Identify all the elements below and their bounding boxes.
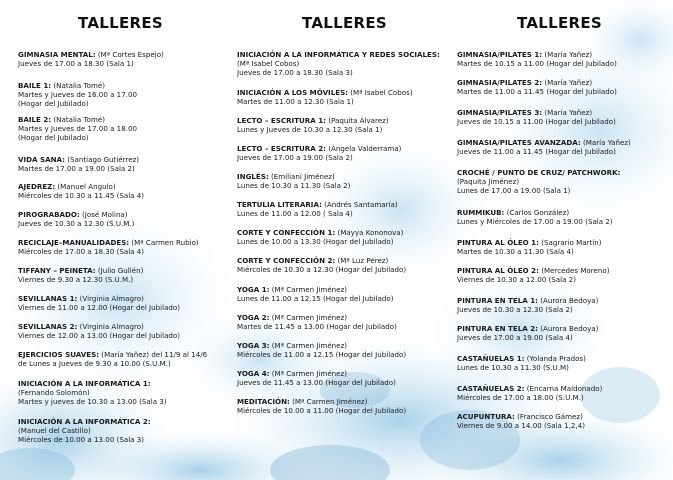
workshop-heading	[237, 397, 406, 406]
workshop-heading	[457, 324, 598, 333]
workshop-teacher: (Ángela Valderrama)	[325, 144, 402, 153]
workshop-schedule: Viernes de 11.00 a 12.00 (Hogar del Jubilado)	[18, 303, 181, 313]
workshop-entry	[457, 108, 616, 126]
workshop-name: TERTULIA LITERARIA:	[237, 200, 322, 209]
workshop-schedule: Jueves de 17.00 a 19.00 (Sala 4)	[457, 333, 573, 343]
workshop-entry	[457, 324, 598, 342]
workshop-teacher: (Natalia Tomé)	[51, 115, 106, 124]
workshop-heading	[18, 155, 139, 164]
workshop-schedule: Miércoles de 10.00 a 13.00 (Sala 3)	[18, 435, 145, 445]
workshop-teacher: (Mª Luz Pérez)	[335, 256, 389, 265]
column-1	[18, 0, 223, 480]
workshop-teacher: (Mª Carmen Jiménez)	[269, 313, 348, 322]
workshop-schedule: Jueves de 17.00 a 18.30 (Sala 3)	[237, 68, 353, 78]
workshop-teacher: (Emiliani Jiménez)	[268, 172, 335, 181]
workshop-name: GIMNASIA/PILATES 2:	[457, 78, 543, 87]
workshop-teacher: (María Yañez) del 11/9 al 14/6	[99, 350, 208, 359]
workshop-entry	[18, 294, 180, 312]
workshop-name: INICIACIÓN A LOS MÓVILES:	[237, 88, 349, 97]
workshop-teacher: (Virginia Almagro)	[77, 322, 144, 331]
workshop-teacher: (Mª Carmen Jiménez)	[269, 341, 348, 350]
workshop-teacher: (Mª Isabel Cobos)	[348, 88, 413, 97]
workshop-entry	[237, 256, 406, 274]
workshop-entry	[237, 88, 413, 106]
workshop-schedule: Lunes de 10.30 a 11.30 (S.U.M)	[457, 363, 569, 373]
workshop-heading	[237, 116, 389, 125]
workshop-name: GIMNASIA/PILATES 3:	[457, 108, 543, 117]
workshop-schedule: Miércoles de 10.00 a 11.00 (Hogar del Jubilado)	[237, 406, 407, 416]
workshop-heading	[18, 322, 180, 331]
workshop-teacher: (Santiago Gutiérrez)	[64, 155, 140, 164]
workshop-entry	[237, 50, 440, 77]
workshop-name: LECTO – ESCRITURA 1:	[237, 116, 326, 125]
workshop-entry	[237, 200, 398, 218]
workshop-schedule: Lunes de 17.00 a 19.00 (Sala 1)	[457, 186, 571, 196]
workshop-teacher: (Paquita Álvarez)	[325, 116, 389, 125]
workshop-heading	[457, 384, 602, 393]
workshop-name: CORTE Y CONFECCIÓN 1:	[237, 228, 336, 237]
workshop-entry	[457, 266, 610, 284]
workshop-entry	[18, 350, 207, 368]
workshop-teacher: (María Yañez)	[580, 138, 631, 147]
column-title: TALLERES	[77, 14, 164, 32]
workshop-schedule: Lunes y Jueves de 10.30 a 12.30 (Sala 1)	[237, 125, 383, 135]
workshop-entry	[457, 208, 613, 226]
workshop-heading	[457, 238, 601, 247]
workshop-heading	[237, 50, 440, 59]
workshop-teacher: (Andrés Santamaría)	[321, 200, 398, 209]
workshop-name: CROCHÉ / PUNTO DE CRUZ/ PATCHWORK:	[457, 168, 621, 177]
workshop-entry	[237, 116, 389, 134]
workshop-teacher: (Mercedes Moreno)	[538, 266, 610, 275]
workshop-heading	[457, 354, 586, 363]
workshop-name: GIMNASIA MENTAL:	[18, 50, 96, 59]
workshop-schedule: Jueves de 10.15 a 11.00 (Hogar del Jubilado)	[457, 117, 616, 127]
workshop-heading	[457, 412, 585, 421]
workshop-heading	[237, 144, 401, 153]
workshop-entry	[237, 369, 396, 387]
workshop-name: CASTAÑUELAS 2:	[457, 384, 525, 393]
workshop-heading	[237, 369, 396, 378]
workshop-schedule: Miércoles de 10.30 a 12.30 (Hogar del Jubilado)	[237, 265, 407, 275]
workshop-heading	[237, 256, 406, 265]
workshop-heading	[237, 200, 398, 209]
workshop-entry	[237, 397, 406, 415]
workshop-name: INICIACIÓN A LA INFORMÁTICA 1:	[18, 379, 151, 388]
workshop-schedule: (Fernando Solomón)	[18, 388, 90, 398]
workshop-schedule: Martes de 17.00 a 19.00 (Sala 2)	[18, 164, 135, 174]
workshop-entry	[18, 379, 167, 406]
workshop-teacher: (Mª Carmen Jiménez)	[269, 285, 348, 294]
workshop-schedule: (Paquita Jiménez)	[457, 177, 520, 187]
workshop-heading	[18, 379, 167, 388]
workshop-name: BAILE 2:	[18, 115, 52, 124]
workshop-schedule: Martes y Jueves de 16.00 a 17.00	[18, 90, 137, 100]
workshop-heading	[237, 228, 403, 237]
workshop-entry	[457, 296, 598, 314]
workshop-name: YOGA 3:	[237, 341, 270, 350]
workshop-name: PIROGRABADO:	[18, 210, 80, 219]
workshop-entry	[457, 384, 602, 402]
workshop-teacher: (Mayya Kononova)	[335, 228, 404, 237]
workshop-teacher: (Mª Carmen Jiménez)	[269, 369, 348, 378]
workshop-teacher: (Aurora Bedoya)	[538, 324, 599, 333]
workshop-name: EJERCICIOS SUAVES:	[18, 350, 100, 359]
workshop-entry	[457, 412, 585, 430]
workshop-teacher: (Mª Cortes Espejo)	[95, 50, 164, 59]
workshop-entry	[18, 155, 139, 173]
workshop-name: BAILE 1:	[18, 81, 52, 90]
workshop-entry	[237, 313, 397, 331]
workshop-name: PINTURA EN TELA 1:	[457, 296, 538, 305]
workshop-name: SEVILLANAS 1:	[18, 294, 78, 303]
workshop-teacher: (Mª Carmen Jiménez)	[289, 397, 368, 406]
workshop-teacher: (María Yañez)	[542, 108, 593, 117]
workshop-name: TIFFANY – PEINETA:	[18, 266, 96, 275]
workshop-heading	[18, 266, 143, 275]
workshop-heading	[18, 50, 164, 59]
workshop-entry	[237, 285, 394, 303]
workshop-teacher: (Natalia Tomé)	[51, 81, 106, 90]
column-2	[237, 0, 452, 480]
workshop-schedule: Martes de 10.15 a 11.00 (Hogar del Jubilado)	[457, 59, 617, 69]
workshop-name: PINTURA AL ÓLEO 1:	[457, 238, 539, 247]
workshop-heading	[237, 313, 397, 322]
workshop-name: ACUPUNTURA:	[457, 412, 515, 421]
workshop-name: VIDA SANA:	[18, 155, 65, 164]
workshop-schedule: Viernes de 12.00 a 13.00 (Hogar del Jubilado)	[18, 331, 181, 341]
workshop-entry	[457, 78, 617, 96]
workshop-name: MEDITACIÓN:	[237, 397, 290, 406]
workshop-teacher: (María Yañez)	[542, 78, 593, 87]
workshop-heading	[18, 182, 144, 191]
workshop-heading	[18, 81, 137, 90]
workshop-entry	[18, 81, 137, 108]
workshop-schedule: Jueves de 17.00 a 18.30 (Sala 1)	[18, 59, 134, 69]
workshop-name: RECICLAJE–MANUALIDADES:	[18, 238, 130, 247]
workshop-schedule: Miércoles de 17.00 a 18.30 (Sala 4)	[18, 247, 145, 257]
workshop-entry	[18, 266, 143, 284]
workshop-name: PINTURA EN TELA 2:	[457, 324, 538, 333]
workshop-entry	[237, 341, 406, 359]
workshop-name: AJEDREZ:	[18, 182, 56, 191]
workshop-heading	[237, 341, 406, 350]
workshop-name: YOGA 4:	[237, 369, 270, 378]
workshop-entry	[18, 115, 137, 142]
column-title: TALLERES	[301, 14, 388, 32]
workshop-schedule: Jueves de 11.00 a 11.45 (Hogar del Jubilado)	[457, 147, 616, 157]
workshop-schedule: Jueves de 10.30 a 12.30 (S.U.M.)	[18, 219, 135, 229]
workshop-teacher: (Aurora Bedoya)	[538, 296, 599, 305]
workshop-heading	[237, 88, 413, 97]
workshop-schedule: Lunes de 11.00 a 12.00 ( Sala 4)	[237, 209, 353, 219]
workshop-schedule: Miércoles de 11.00 a 12.15 (Hogar del Jubilado)	[237, 350, 407, 360]
workshop-name: INGLÉS:	[237, 172, 269, 181]
workshop-schedule: Jueves de 17.00 a 19.00 (Sala 2)	[237, 153, 353, 163]
workshop-entry	[457, 138, 631, 156]
workshop-teacher: (Mª Carmen Rubio)	[129, 238, 199, 247]
workshop-heading	[18, 210, 134, 219]
workshop-schedule: Jueves de 10.30 a 12.30 (Sala 2)	[457, 305, 573, 315]
workshop-schedule: Martes y Jueves de 17.00 a 18.00	[18, 124, 137, 134]
workshop-heading	[18, 238, 199, 247]
workshop-name: INICIACIÓN A LA INFORMÁTICA 2:	[18, 417, 151, 426]
workshop-heading	[18, 294, 180, 303]
workshop-entry	[18, 182, 144, 200]
workshop-teacher: (Encarna Maldonado)	[524, 384, 603, 393]
workshop-schedule: Lunes de 10.30 a 11.30 (Sala 2)	[237, 181, 351, 191]
workshop-schedule: Miércoles de 17.00 a 18.00 (S.U.M.)	[457, 393, 584, 403]
workshop-name: GIMNASIA/PILATES AVANZADA:	[457, 138, 581, 147]
workshop-name: LECTO – ESCRITURA 2:	[237, 144, 326, 153]
workshop-entry	[18, 210, 134, 228]
workshop-heading	[457, 208, 613, 217]
workshop-schedule: Martes de 11.00 a 12.30 (Sala 1)	[237, 97, 354, 107]
workshop-entry	[18, 238, 199, 256]
workshop-schedule: (Manuel del Castillo)	[18, 426, 91, 436]
column-title: TALLERES	[516, 14, 603, 32]
workshop-entry	[457, 50, 617, 68]
workshop-schedule: Martes de 11.45 a 13.00 (Hogar del Jubilado)	[237, 322, 397, 332]
workshop-schedule: Martes y jueves de 10.30 a 13.00 (Sala 3)	[18, 397, 167, 407]
workshop-heading	[457, 296, 598, 305]
workshop-heading	[237, 285, 394, 294]
workshop-name: PINTURA AL ÓLEO 2:	[457, 266, 539, 275]
workshop-heading	[457, 108, 616, 117]
workshop-teacher: (Francisco Gámez)	[514, 412, 583, 421]
workshop-heading	[457, 50, 617, 59]
workshop-schedule: Viernes de 9.30 a 12.30 (S.U.M.)	[18, 275, 134, 285]
workshop-teacher: (Julio Gullén)	[95, 266, 144, 275]
workshop-heading	[457, 78, 617, 87]
workshop-teacher: (Virginia Almagro)	[77, 294, 144, 303]
workshop-entry	[237, 144, 401, 162]
workshop-entry	[457, 354, 586, 372]
workshop-schedule: (Hogar del Jubilado)	[18, 133, 89, 143]
workshop-teacher: (José Molina)	[79, 210, 128, 219]
workshop-schedule: Jueves de 11.45 a 13.00 (Hogar del Jubilado)	[237, 378, 396, 388]
workshop-entry	[457, 168, 620, 195]
workshop-schedule: (Hogar del Jubilado)	[18, 99, 89, 109]
workshop-heading	[457, 168, 620, 177]
workshop-schedule: Lunes y Miércoles de 17.00 a 19.00 (Sala 2)	[457, 217, 613, 227]
workshop-name: RUMMIKUB:	[457, 208, 505, 217]
workshop-schedule: Martes de 11.00 a 11.45 (Hogar del Jubilado)	[457, 87, 617, 97]
workshop-teacher: (Yolanda Prados)	[524, 354, 586, 363]
workshop-schedule: Viernes de 9.00 a 14.00 (Sala 1,2,4)	[457, 421, 585, 431]
workshop-heading	[457, 266, 610, 275]
workshop-heading	[18, 115, 137, 124]
workshop-entry	[18, 322, 180, 340]
workshop-schedule: Lunes de 10.00 a 13.30 (Hogar del Jubilado)	[237, 237, 394, 247]
workshop-name: YOGA 1:	[237, 285, 270, 294]
workshop-teacher: (Sagrario Martín)	[538, 238, 602, 247]
workshop-teacher: (Manuel Angulo)	[55, 182, 116, 191]
workshop-teacher: (Carlos González)	[504, 208, 570, 217]
column-3	[457, 0, 662, 480]
workshop-heading	[457, 138, 631, 147]
workshop-schedule: de Lunes a Jueves de 9.30 a 10.00 (S.U.M.)	[18, 359, 171, 369]
workshop-name: GIMNASIA/PILATES 1:	[457, 50, 543, 59]
workshop-name: CORTE Y CONFECCIÓN 2:	[237, 256, 336, 265]
workshop-name: CASTAÑUELAS 1:	[457, 354, 525, 363]
workshop-schedule: Martes de 10.30 a 11.30 (Sala 4)	[457, 247, 574, 257]
workshop-heading	[18, 350, 207, 359]
workshop-entry	[237, 172, 350, 190]
workshop-schedule: Viernes de 10.30 a 12.00 (Sala 2)	[457, 275, 576, 285]
workshop-entry	[18, 50, 164, 68]
workshop-heading	[18, 417, 151, 426]
workshop-name: YOGA 2:	[237, 313, 270, 322]
workshop-name: SEVILLANAS 2:	[18, 322, 78, 331]
workshop-name: INICIACIÓN A LA INFORMÁTICA Y REDES SOCIALES:	[237, 50, 440, 59]
workshop-entry	[18, 417, 151, 444]
workshop-teacher: (María Yañez)	[542, 50, 593, 59]
workshop-schedule: (Mª Isabel Cobos)	[237, 59, 300, 69]
workshop-schedule: Miércoles de 10.30 a 11.45 (Sala 4)	[18, 191, 145, 201]
workshop-heading	[237, 172, 350, 181]
workshop-entry	[457, 238, 601, 256]
workshop-schedule: Lunes de 11.00 a 12.15 (Hogar del Jubilado)	[237, 294, 394, 304]
workshop-entry	[237, 228, 403, 246]
